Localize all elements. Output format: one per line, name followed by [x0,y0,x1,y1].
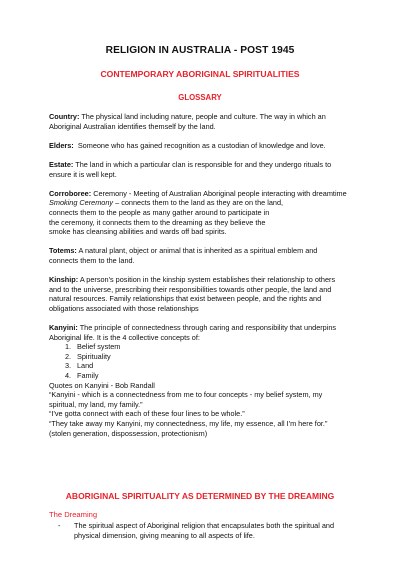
list-item: 4. Family [65,371,99,381]
definition-line: Aboriginal life. It is the 4 collective concepts of: [49,332,200,342]
smoking-ceremony-label: Smoking Ceremony [49,198,114,208]
definition-line: A natural plant, object or animal that is inherited as a spiritual emblem and [78,246,318,256]
definition-line: physical dimension, giving meaning to all aspects of life. [74,530,255,540]
definition-line: natural resources. Family relationships that exist between people, and the rights and [49,294,322,304]
definition-line: and to the universe, prescribing their responsibilities towards other people, the land and [49,284,332,294]
glossary-entry-kinship [49,275,355,313]
definition-line: Aboriginal Australian identifies themself by the land. [49,121,216,131]
definition-line: ensure it is well kept. [49,169,117,179]
definition-line: connects them to the land. [49,255,135,265]
definition-line: Someone who has gained recognition as a custodian of knowledge and love. [77,140,326,150]
glossary-body [49,112,355,448]
definition-line: The spiritual aspect of Aboriginal religion that encapsulates both the spiritual and [74,521,335,530]
term-elders: Elders: [49,140,74,150]
kanyini-concepts-list [49,342,355,380]
list-item: 1. Belief system [65,342,121,352]
dreaming-heading: The Dreaming [49,510,98,519]
dreaming-definition [58,521,358,540]
definition-line: the ceremony, it connects them to the dreaming as they believe the [49,217,266,227]
quote-line: spiritual, my land, my family.” [49,399,143,409]
term-totems: Totems: [49,246,77,256]
definition-line: A person's position in the kinship system establishes their relationship to others [79,275,336,285]
term-kanyini: Kanyini: [49,323,78,333]
definition-line: connects them to the people as many gather around to participate in [49,207,270,217]
glossary-entry-totems [49,246,355,265]
list-item: 2. Spirituality [65,351,111,361]
glossary-heading: GLOSSARY [178,93,222,102]
definition-line: obligations associated with those relationships [49,303,199,313]
definition-line: smoke has cleansing abilities and wards off bad spirits. [49,227,227,237]
definition-line: The principle of connectedness through caring and responsibility that underpins [79,323,337,333]
quote-line: (stolen generation, dispossession, protectionism) [49,428,208,438]
bullet-dash: - [58,521,61,530]
glossary-entry-elders [49,141,355,151]
term-corroboree: Corroboree: [49,188,92,198]
definition-line: Ceremony - Meeting of Australian Aboriginal people interacting with dreamtime [93,188,347,198]
glossary-entry-corroboree [49,189,355,237]
term-kinship: Kinship: [49,275,79,285]
list-item: 3. Land [65,361,94,371]
definition-line: The land in which a particular clan is responsible for and they undergo rituals to [75,159,332,169]
quote-line: Quotes on Kanyini - Bob Randall [49,380,155,390]
document-title: RELIGION IN AUSTRALIA - POST 1945 [105,45,295,56]
quote-line: “They take away my Kanyini, my connectedness, my life, my essence, all I'm here for.” [49,419,328,428]
glossary-entry-kanyini [49,323,355,438]
glossary-entry-country [49,112,355,131]
quote-line: “I've gotta connect with each of these four lines to be whole.” [49,409,245,419]
term-country: Country: [49,112,80,121]
quote-line: “Kanyini - which is a connectedness from me to four concepts - my belief system, my [49,390,323,400]
definition-line: The physical land including nature, people and culture. The way in which an [81,112,326,121]
definition-line: – connects them to the land as they are on the land, [113,198,284,208]
glossary-entry-estate [49,160,355,179]
section-heading: ABORIGINAL SPIRITUALITY AS DETERMINED BY THE DREAMING [65,491,335,501]
document-subtitle: CONTEMPORARY ABORIGINAL SPIRITUALITIES [100,69,300,79]
term-estate: Estate: [49,159,74,169]
